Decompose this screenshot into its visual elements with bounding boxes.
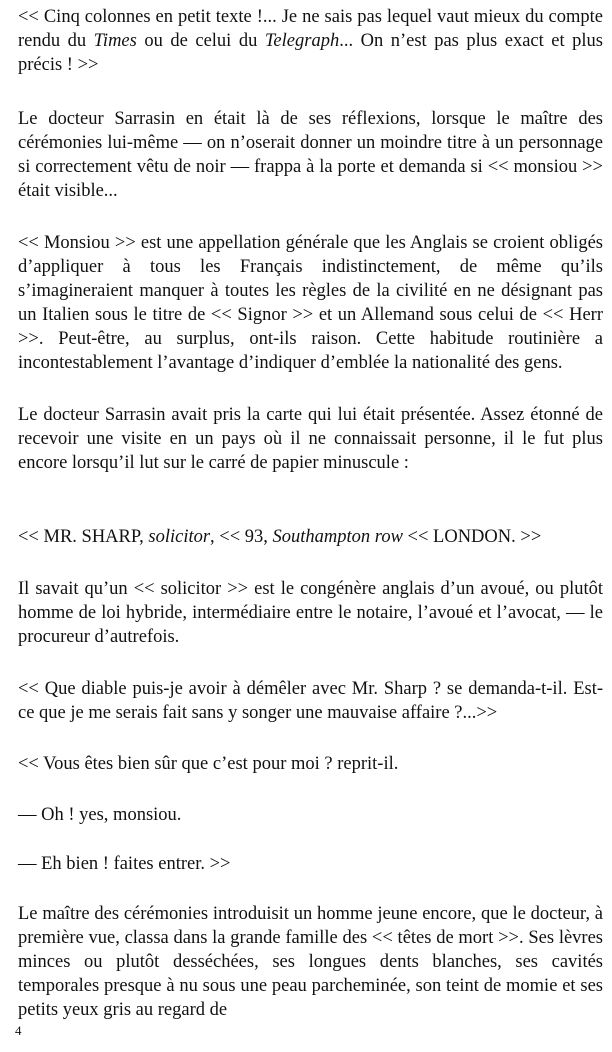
paragraph-11 — [18, 902, 603, 1022]
italic-text: Times — [93, 31, 137, 51]
text-run: Le docteur Sarrasin avait pris la carte qui lui était présentée. Assez étonné de recevoir une visite en un pays où il ne connaissait personne, il le fut plus encore lorsqu’il lut sur le carré de papier minuscule : — [18, 405, 603, 473]
paragraph-7 — [18, 677, 603, 725]
text-run: — Eh bien ! faites entrer. >> — [18, 854, 231, 874]
text-run: ... On n’est pas plus exact et plus précis ! >> — [18, 31, 603, 75]
text-run: << LONDON. >> — [402, 527, 542, 547]
italic-text: Telegraph — [264, 31, 340, 51]
text-run: , << 93, — [210, 527, 273, 547]
paragraph-6 — [18, 577, 603, 649]
paragraph-10 — [18, 852, 603, 876]
paragraph-4 — [18, 403, 603, 475]
paragraph-9 — [18, 803, 603, 827]
paragraph-8 — [18, 752, 603, 776]
text-run: << Cinq colonnes en petit texte !... Je ne sais pas lequel vaut mieux du compte rendu du — [18, 7, 603, 51]
paragraph-5 — [18, 525, 603, 549]
text-run: << Monsiou >> est une appellation générale que les Anglais se croient obligés d’appliquer à tous les Français indistinctement, de même qu’ils s’imagineraient manquer à toutes les règles de la civilité en ne désignant pas un Italien sous le titre de << Signor >> et un Allemand sous celui de << Herr >>. Peut-être, au surplus, ont-ils raison. Cette habitude routinière a incontestablement l’avantage d’indiquer d’emblée la nationalité des gens. — [18, 233, 603, 373]
text-run: << MR. SHARP, — [18, 527, 149, 547]
text-run: ou de celui du — [136, 31, 265, 51]
italic-text: solicitor — [148, 527, 211, 547]
paragraph-3 — [18, 231, 603, 375]
text-run: Le maître des cérémonies introduisit un homme jeune encore, que le docteur, à première vue, classa dans la grande famille des << têtes de mort >>. Ses lèvres minces ou plutôt desséchées, ses longues dents blanches, ses cavités temporales presque à nu sous une peau parcheminée, son teint de momie et ses petits yeux gris au regard de — [18, 904, 603, 1020]
paragraph-1 — [18, 5, 603, 77]
text-run: Le docteur Sarrasin en était là de ses réflexions, lorsque le maître des cérémonies lui-même — on n’oserait donner un moindre titre à un personnage si correctement vêtu de noir — frappa à la porte et demanda si << monsiou >> était visible... — [18, 109, 603, 201]
text-run: Il savait qu’un << solicitor >> est le congénère anglais d’un avoué, ou plutôt homme de loi hybride, intermédiaire entre le notaire, l’avoué et l’avocat, — le procureur d’autrefois. — [18, 579, 603, 647]
text-run: << Que diable puis-je avoir à démêler avec Mr. Sharp ? se demanda-t-il. Est-ce que je me serais fait sans y songer une mauvaise affaire ?...>> — [18, 679, 603, 723]
italic-text: Southampton row — [272, 527, 403, 547]
text-run: — Oh ! yes, monsiou. — [18, 805, 182, 825]
paragraph-2 — [18, 107, 603, 203]
text-run: << Vous êtes bien sûr que c’est pour moi ? reprit-il. — [18, 754, 399, 774]
page-number: 4 — [15, 1023, 22, 1038]
